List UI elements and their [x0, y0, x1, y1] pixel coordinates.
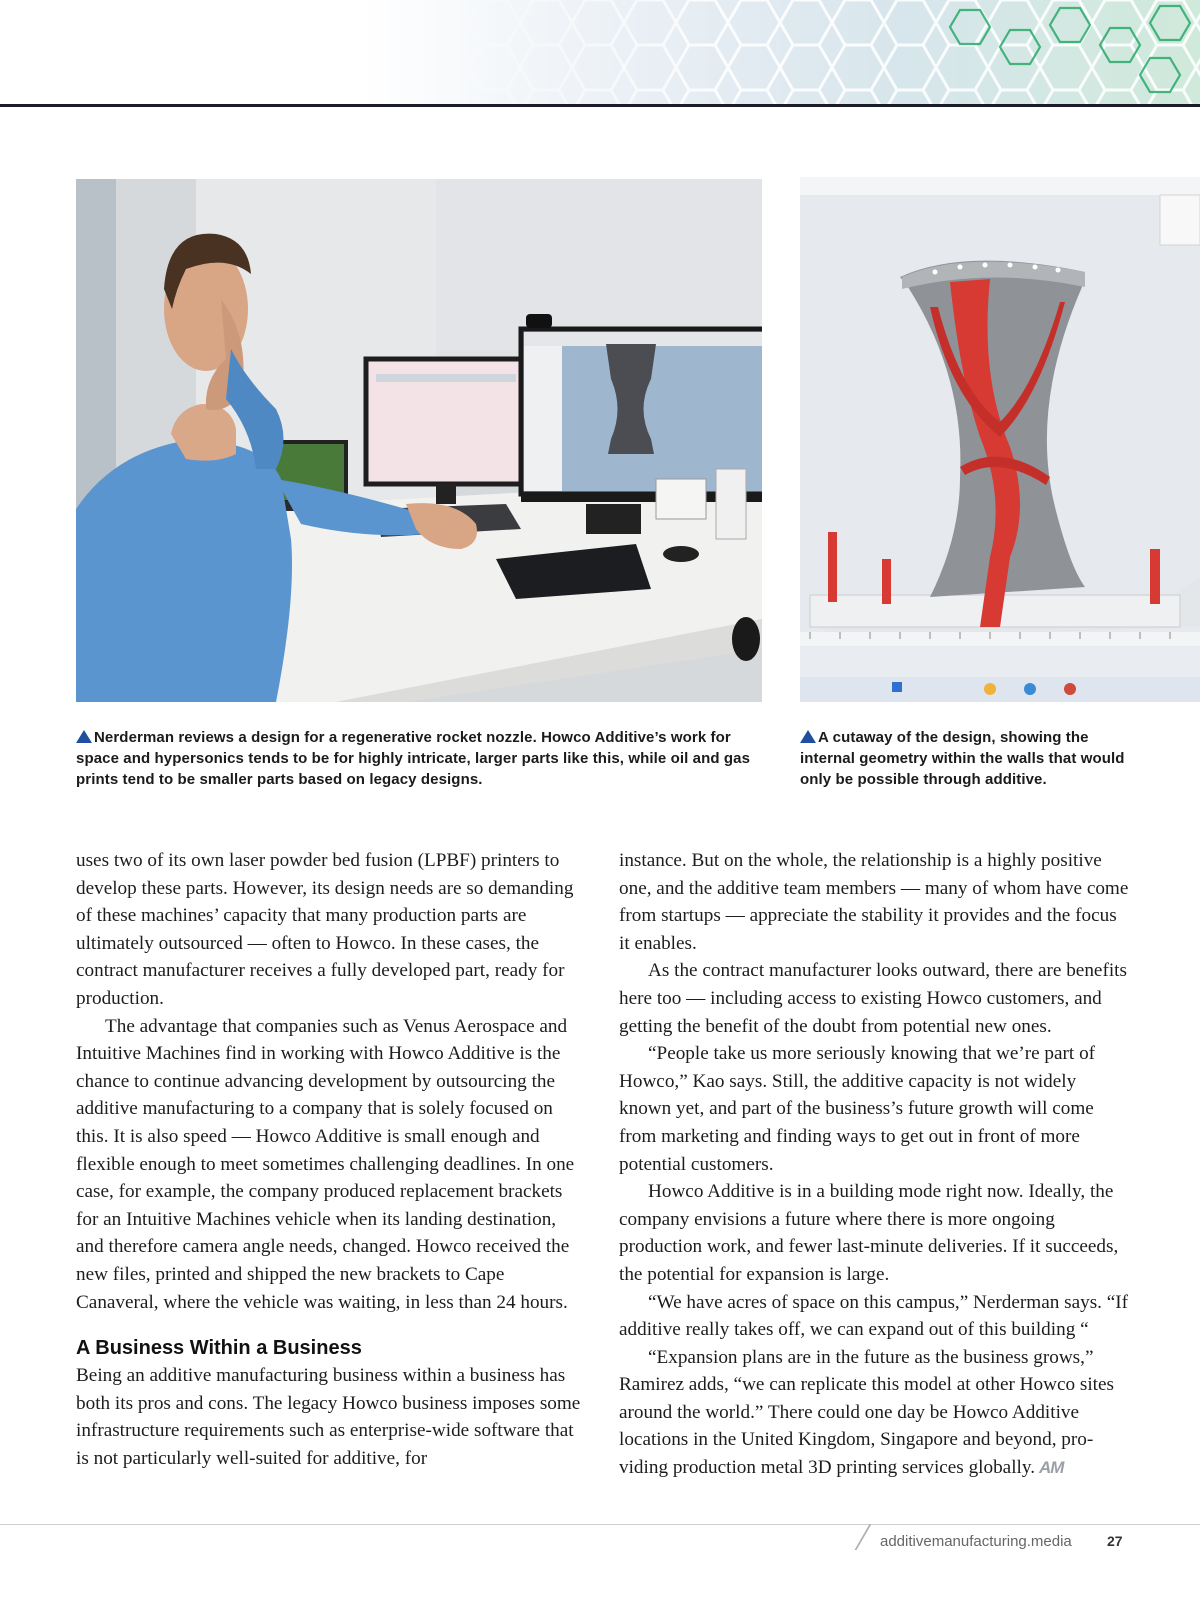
caption-triangle-icon: [76, 730, 92, 743]
paragraph: Howco Additive is in a building mode right now. Ideally, the company envisions a future where there is more ongoing production work, and fewer last-minute deliveries. If it succeeds, the potential for expansion is large.: [619, 1181, 1119, 1285]
photo-caption-right: [800, 727, 1145, 790]
photo-caption-left: [76, 727, 766, 790]
article-column-left: [76, 847, 586, 1472]
section-subheading: A Business Within a Business: [76, 1337, 362, 1360]
article-column-right: [619, 847, 1129, 1482]
caption-left-text: Nerderman reviews a design for a regenerative rocket nozzle. Howco Additive’s work for space and hypersonics tends to be for highly intricate, larger parts like this, while oil and gas prints tend to be smaller parts based on legacy designs.: [76, 729, 751, 788]
caption-triangle-icon: [800, 730, 816, 743]
paragraph: instance. But on the whole, the relationship is a highly positive one, and the additive team members — many of whom have come from startups — appreciate the stability it provides and the focus it enables.: [619, 850, 1129, 954]
paragraph: As the contract manufacturer looks outward, there are benefits here too — including access to existing Howco customers, and getting the benefit of the doubt from potential new ones.: [619, 960, 1127, 1037]
caption-right-text: A cutaway of the design, showing the internal geometry within the walls that would only be possible through additive.: [800, 729, 1125, 788]
photo-engineer-at-workstation: [76, 179, 762, 702]
paragraph: “People take us more seriously knowing that we’re part of Howco,” Kao says. Still, the additive capacity is not widely known yet, and part of the business’s future growth will come from marketing and finding ways to get out in front of more potential customers.: [619, 1043, 1096, 1175]
end-mark-logo: AM: [1039, 1458, 1064, 1478]
footer-slash: [854, 1524, 871, 1550]
paragraph: uses two of its own laser powder bed fusion (LPBF) printers to develop these parts. However, its design needs are so demanding of these machines’ capacity that many production parts are ultimately outsourced — often to Howco. In these cases, the contract manufacturer receives a fully developed part, ready for production.: [76, 850, 574, 1009]
header-decoration: [0, 0, 1200, 106]
paragraph: The advantage that companies such as Venus Aerospace and Intuitive Machines find in working with Howco Additive is the chance to continue advancing development by outsourcing the additive manufacturing to a company that is solely focused on this. It is also speed — Howco Additive is small enough and flexible enough to meet sometimes challenging deadlines. In one case, for example, the company produced replacement brackets for an Intuitive Machines vehicle when its landing destination, and therefore camera angle needs, changed. Howco received the new files, printed and shipped the new brackets to Cape Canaveral, where the vehicle was waiting, in less than 24 hours.: [76, 1015, 575, 1313]
photo-nozzle-cutaway: [800, 177, 1200, 702]
paragraph: Being an additive manufacturing business within a business has both its pros and cons. The legacy Howco business imposes some infrastructure requirements such as enterprise-wide software that is not particularly well-suited for additive, for: [76, 1365, 581, 1469]
paragraph-final: [619, 1344, 1129, 1482]
paragraph-text: “Expansion plans are in the future as the business grows,” Ramirez adds, “we can replicate this model at other Howco sites around the world.” There could one day be Howco Additive locations in the United Kingdom, Singapore and beyond, providing production metal 3D printing services globally.: [619, 1346, 1114, 1479]
page-number: 27: [1107, 1533, 1123, 1549]
footer-website: additivemanufacturing.media: [880, 1533, 1072, 1550]
hexagon-pattern: [0, 0, 1200, 106]
footer-rule: [0, 1524, 1200, 1525]
paragraph: “We have acres of space on this campus,” Nerderman says. “If additive really takes off, we can expand out of this building “: [619, 1291, 1129, 1341]
header-rule: [0, 104, 1200, 107]
